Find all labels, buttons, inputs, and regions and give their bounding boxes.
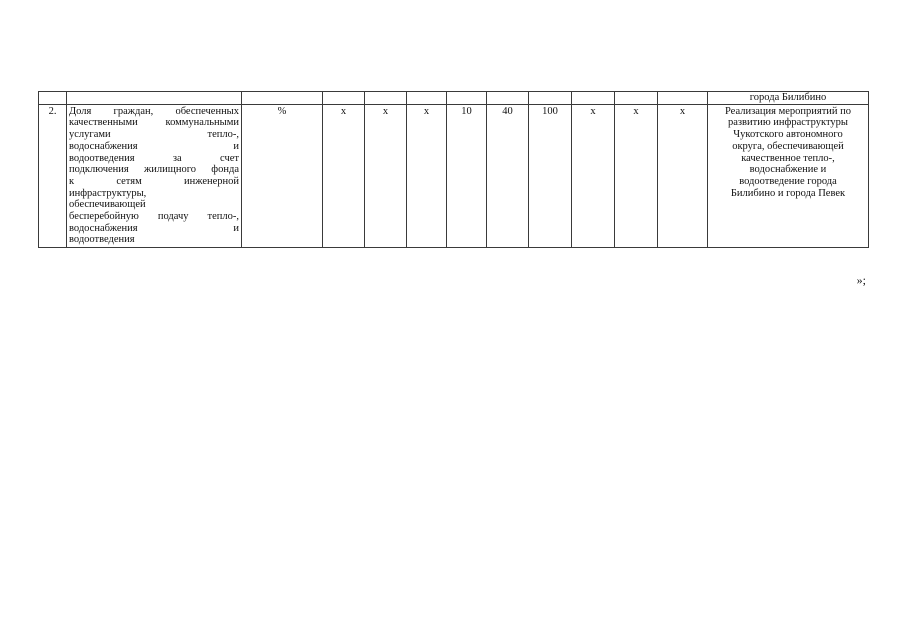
value-cell: х	[323, 104, 365, 247]
indicator-line: водоотведения за счет	[69, 152, 239, 164]
value-cell: х	[365, 104, 407, 247]
indicator-cell	[67, 104, 242, 247]
event-line: развитию инфраструктуры	[728, 117, 848, 129]
cell-empty	[487, 92, 529, 105]
indicator-line: водоснабжения и	[69, 140, 239, 152]
cell-empty	[323, 92, 365, 105]
value-cell: 100	[529, 104, 572, 247]
cell-empty	[39, 92, 67, 105]
cell-empty	[529, 92, 572, 105]
unit-cell: %	[242, 104, 323, 247]
indicator-line: подключения жилищного фонда	[69, 164, 239, 176]
cell-empty	[242, 92, 323, 105]
event-tail-cell: города Билибино	[708, 92, 869, 105]
value-cell: х	[572, 104, 615, 247]
indicator-line: водоотведения	[69, 234, 135, 246]
event-line: водоснабжение и	[749, 164, 827, 176]
indicator-line: инфраструктуры,	[69, 187, 147, 199]
cell-empty	[572, 92, 615, 105]
indicator-line: обеспечивающей	[69, 199, 146, 211]
value-cell: 10	[447, 104, 487, 247]
value-cell: х	[615, 104, 658, 247]
indicator-line: бесперебойную подачу тепло-,	[69, 211, 239, 223]
row-number-cell: 2.	[39, 104, 67, 247]
indicator-line: качественными коммунальными	[69, 117, 239, 129]
cell-empty	[67, 92, 242, 105]
event-line: округа, обеспечивающей	[732, 140, 844, 152]
cell-empty	[365, 92, 407, 105]
cell-empty	[615, 92, 658, 105]
value-cell: 40	[487, 104, 529, 247]
event-line: Чукотского автономного	[733, 129, 843, 141]
event-line: Билибино и города Певек	[730, 187, 846, 199]
event-line: Реализация мероприятий по	[724, 105, 852, 117]
indicator-line: услугами тепло-,	[69, 129, 239, 141]
value-cell: х	[407, 104, 447, 247]
indicator-line: водоснабжения и	[69, 222, 239, 234]
indicators-table	[38, 91, 869, 248]
event-line: качественное тепло-,	[741, 152, 835, 164]
indicator-line: к сетям инженерной	[69, 175, 239, 187]
cell-empty	[447, 92, 487, 105]
closing-quote-mark: »;	[856, 273, 866, 287]
event-cell	[708, 104, 869, 247]
cell-empty	[658, 92, 708, 105]
table-row	[39, 104, 869, 247]
table-row-previous	[39, 92, 869, 105]
indicator-line: Доля граждан, обеспеченных	[69, 105, 239, 117]
event-line: водоотведение города	[739, 175, 837, 187]
cell-empty	[407, 92, 447, 105]
value-cell: х	[658, 104, 708, 247]
